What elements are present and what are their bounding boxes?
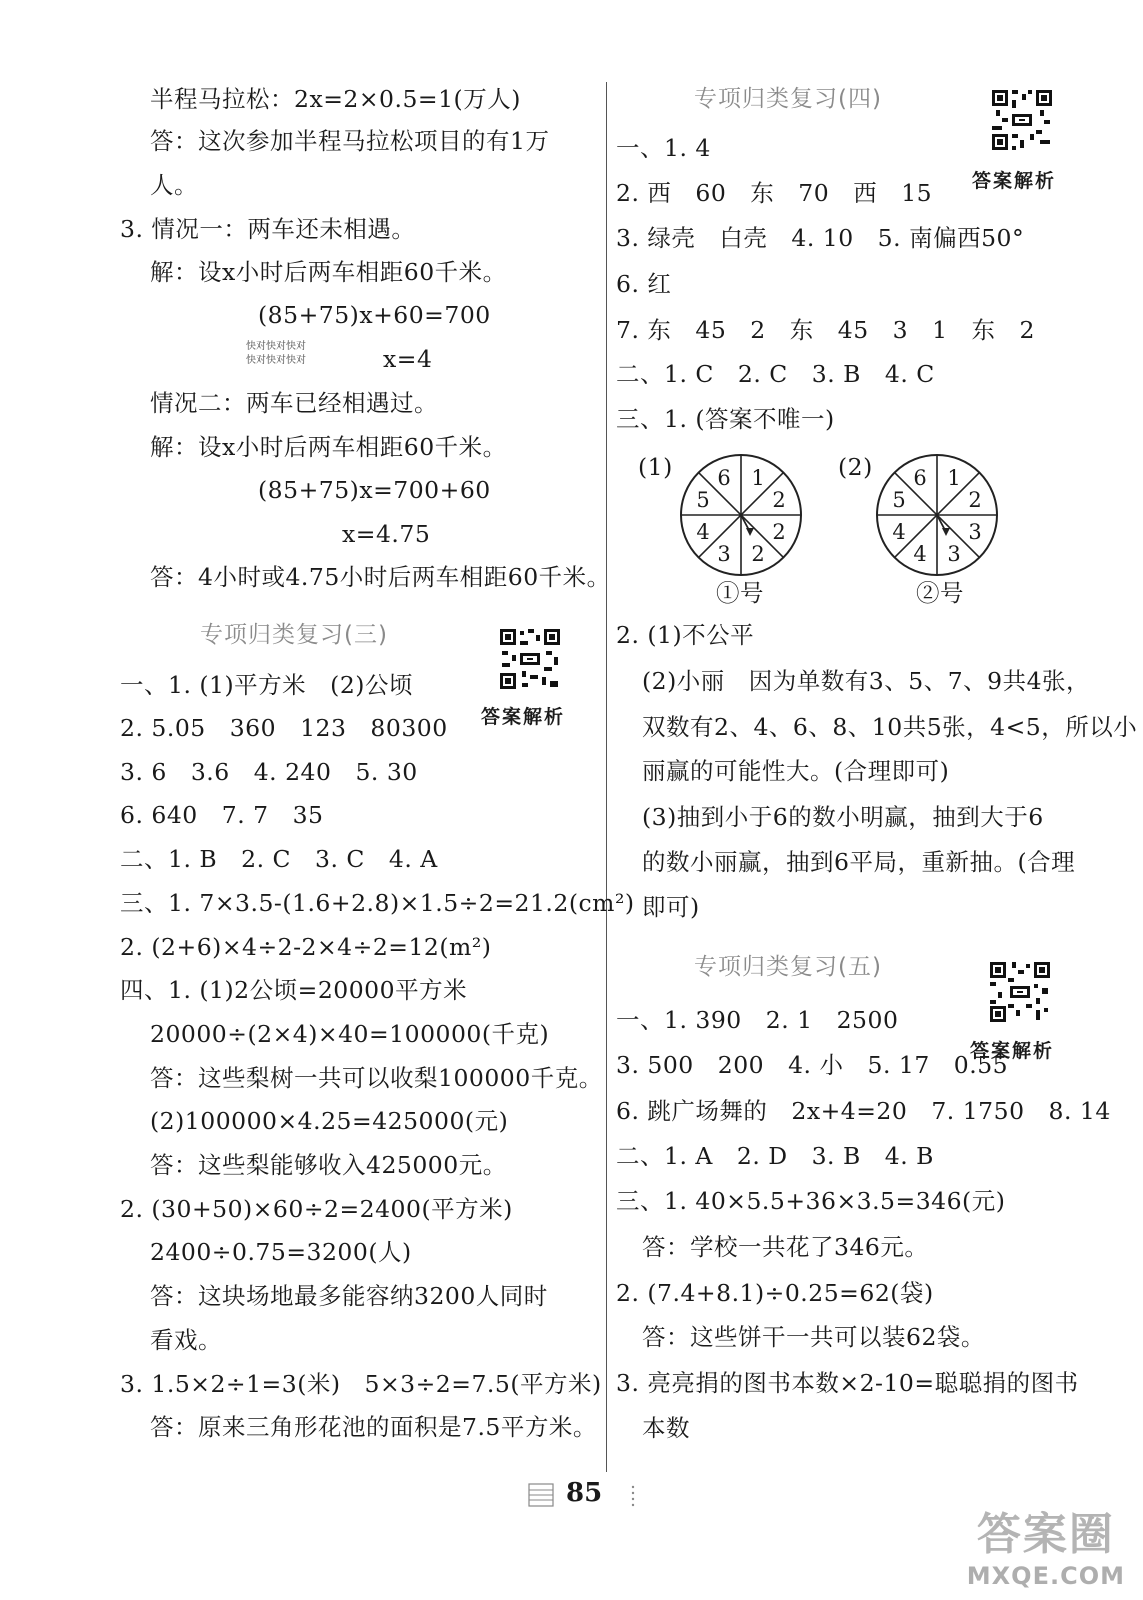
answer-line: (2)100000×4.25=425000(元) [150,1107,509,1135]
answer-line: 20000÷(2×4)×40=100000(千克) [150,1020,550,1048]
section-title: 专项归类复习(三) [200,622,388,648]
answer-line: 看戏。 [150,1326,222,1354]
answer-line: (3)抽到小于6的数小明赢，抽到大于6 [642,803,1044,831]
equation: (85+75)x+60=700 [258,301,491,329]
wheel-tag: (2) [838,453,873,481]
answer-line: 二、1. A 2. D 3. B 4. B [616,1142,934,1170]
answer-line: 三、1. (答案不唯一) [616,405,835,433]
answer-line: 3. 绿壳 白壳 4. 10 5. 南偏西50° [616,224,1025,252]
text-line: 3. 情况一：两车还未相遇。 [120,215,416,243]
answer-line: 2. 5.05 360 123 80300 [120,714,448,742]
page-number: 85 [566,1478,603,1508]
answer-line: 3. 亮亮捐的图书本数×2-10=聪聪捐的图书 [616,1369,1079,1397]
answer-line: 6. 跳广场舞的 2x+4=20 7. 1750 8. 14 [616,1097,1111,1125]
answer-line: 二、1. B 2. C 3. C 4. A [120,845,438,873]
equation: x=4 [383,345,433,373]
answer-line: 2. (7.4+8.1)÷0.25=62(袋) [616,1279,934,1307]
text-line: 答：4小时或4.75小时后两车相距60千米。 [150,563,611,591]
wheel-sector-number: 5 [892,488,906,512]
wheel-sector-number: 4 [913,542,927,566]
watermark [967,1498,1125,1590]
tiny-watermark-text: 快对快对快对 [246,341,306,352]
tiny-watermark-text: 快对快对快对 [246,355,306,366]
answer-line: 2. 西 60 东 70 西 15 [616,179,933,207]
qr-code-icon [498,627,562,691]
answer-line: (2)小丽 因为单数有3、5、7、9共4张， [642,667,1091,695]
qr-label: 答案解析 [481,706,566,728]
wheel-sector-number: 1 [947,466,961,490]
answer-line: 答：这些饼干一共可以装62袋。 [642,1323,985,1351]
qr-label: 答案解析 [970,1040,1055,1062]
answer-line: 二、1. C 2. C 3. B 4. C [616,360,935,388]
text-line: 答：这次参加半程马拉松项目的有1万 [150,127,550,155]
wheel-sector-number: 4 [696,520,710,544]
spinner-wheel-1 [678,452,804,578]
answer-line: 本数 [642,1414,690,1442]
qr-code-icon [990,88,1054,152]
answer-line: 2. (1)不公平 [616,621,755,649]
answer-line: 即可) [642,893,700,921]
answer-line: 6. 红 [616,270,672,298]
equation: (85+75)x=700+60 [258,476,491,504]
answer-line: 答：这些梨树一共可以收梨100000千克。 [150,1064,603,1092]
watermark-title: 答案圈 [976,1509,1115,1560]
answer-line: 答：这块场地最多能容纳3200人同时 [150,1282,548,1310]
wheel-sector-number: 6 [913,466,927,490]
text-line: 人。 [150,171,198,199]
qr-label: 答案解析 [972,170,1057,192]
wheel-sector-number: 3 [717,542,731,566]
wheel-sector-number: 2 [968,488,982,512]
wheel-tag: (1) [638,453,673,481]
answer-line: 四、1. (1)2公顷=20000平方米 [120,976,468,1004]
wheel-sector-number: 2 [751,542,765,566]
text-line: 解：设x小时后两车相距60千米。 [150,433,507,461]
column-divider [606,82,607,1472]
answer-line: 答：原来三角形花池的面积是7.5平方米。 [150,1413,597,1441]
answer-line: 答：学校一共花了346元。 [642,1233,929,1261]
answer-line: 三、1. 7×3.5-(1.6+2.8)×1.5÷2=21.2(cm²) [120,889,635,917]
answer-line: 一、1. (1)平方米 (2)公顷 [120,671,413,699]
wheel-sector-number: 2 [772,520,786,544]
answer-line: 丽赢的可能性大。(合理即可) [642,757,950,785]
answer-line: 6. 640 7. 7 35 [120,801,324,829]
wheel-sector-number: 1 [751,466,765,490]
answer-line: 3. 1.5×2÷1=3(米) 5×3÷2=7.5(平方米) [120,1370,602,1398]
text-line: 解：设x小时后两车相距60千米。 [150,258,507,286]
text-line: 半程马拉松：2x=2×0.5=1(万人) [150,85,521,113]
answer-line: 3. 6 3.6 4. 240 5. 30 [120,758,418,786]
answer-line: 2. (2+6)×4÷2-2×4÷2=12(m²) [120,933,492,961]
equation: x=4.75 [342,520,431,548]
section-title: 专项归类复习(四) [694,86,882,112]
wheel-sector-number: 3 [947,542,961,566]
wheel-sector-number: 4 [892,520,906,544]
answer-line: 双数有2、4、6、8、10共5张，4<5，所以小 [642,713,1138,741]
wheel-sector-number: 6 [717,466,731,490]
answer-line: 2400÷0.75=3200(人) [150,1238,412,1266]
wheel-sector-number: 3 [968,520,982,544]
spinner-wheel-2 [874,452,1000,578]
answer-line: 答：这些梨能够收入425000元。 [150,1151,507,1179]
answer-line: 三、1. 40×5.5+36×3.5=346(元) [616,1187,1006,1215]
answer-line: 的数小丽赢，抽到6平局，重新抽。(合理 [642,848,1076,876]
section-title: 专项归类复习(五) [694,954,882,980]
wheel-sector-number: 5 [696,488,710,512]
page-ornament-dots-icon [630,1484,636,1508]
qr-code-icon [988,960,1052,1024]
answer-line: 一、1. 390 2. 1 2500 [616,1006,899,1034]
wheel-caption: ①号 [716,579,764,607]
wheel-sector-number: 2 [772,488,786,512]
text-line: 情况二：两车已经相遇过。 [150,389,438,417]
answer-line: 3. 500 200 4. 小 5. 17 0.55 [616,1051,1009,1079]
answer-line: 2. (30+50)×60÷2=2400(平方米) [120,1195,513,1223]
watermark-url: MXQE.COM [966,1562,1125,1590]
answer-line: 一、1. 4 [616,134,711,162]
answer-line: 7. 东 45 2 东 45 3 1 东 2 [616,316,1036,344]
wheel-caption: ②号 [916,579,964,607]
page-ornament-icon [528,1482,554,1508]
